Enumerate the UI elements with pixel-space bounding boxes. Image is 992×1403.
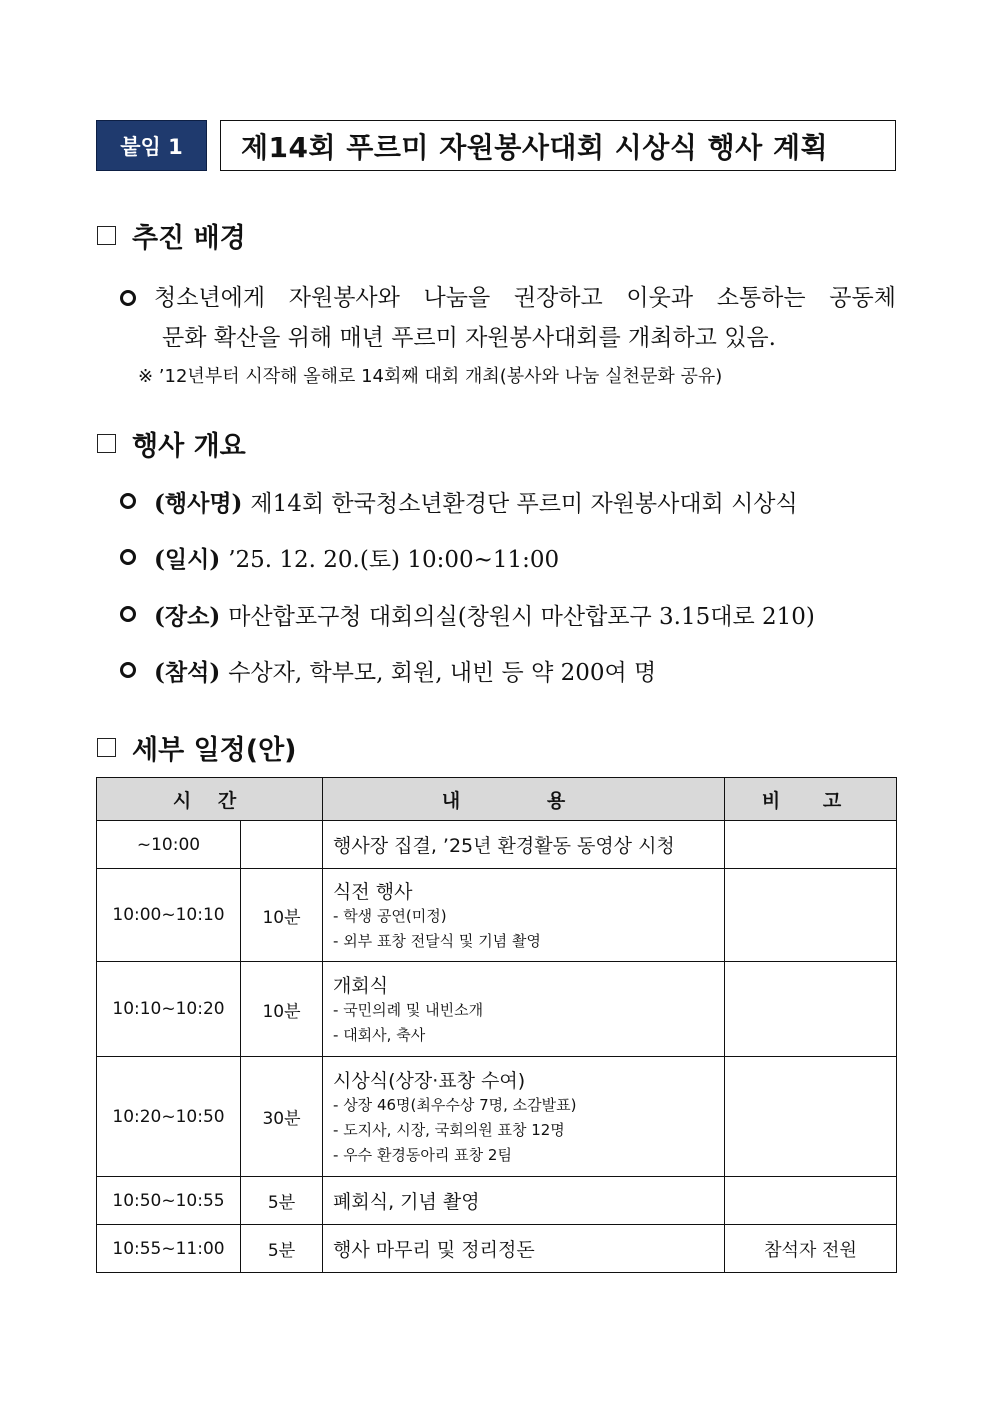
table-row xyxy=(97,962,897,1057)
section-title: 세부 일정(안) xyxy=(132,735,297,766)
row-time: 10:00~10:10 xyxy=(97,869,241,962)
row-sub: - 국민의례 및 내빈소개 xyxy=(333,1000,484,1019)
overview-item-attendees xyxy=(120,654,656,687)
row-main: 폐회식, 기념 촬영 xyxy=(333,1191,480,1213)
word: 청소년에게 xyxy=(154,285,266,311)
row-duration xyxy=(241,821,323,869)
row-duration: 5분 xyxy=(241,1225,323,1273)
background-note: ※ ’12년부터 시작해 올해로 14회째 대회 개최(봉사와 나눔 실천문화 공유) xyxy=(138,366,723,387)
table-row xyxy=(97,1177,897,1225)
row-note xyxy=(725,869,897,962)
table-row xyxy=(97,821,897,869)
row-duration: 30분 xyxy=(241,1057,323,1177)
table-row xyxy=(97,869,897,962)
overview-label: (일시) xyxy=(154,546,221,573)
row-content xyxy=(323,1177,725,1225)
row-content xyxy=(323,1057,725,1177)
circle-bullet-icon xyxy=(120,549,136,565)
row-note xyxy=(725,821,897,869)
header-content: 내 용 xyxy=(323,778,725,821)
row-time: 10:50~10:55 xyxy=(97,1177,241,1225)
document-title: 제14회 푸르미 자원봉사대회 시상식 행사 계획 xyxy=(220,120,896,171)
table-header-row xyxy=(97,778,897,821)
row-note xyxy=(725,962,897,1057)
square-bullet-icon xyxy=(97,738,116,757)
section-title: 행사 개요 xyxy=(132,431,246,462)
row-sub: - 우수 환경동아리 표창 2팀 xyxy=(333,1145,512,1164)
overview-item-date xyxy=(120,541,559,574)
word: 권장하고 xyxy=(513,285,603,311)
overview-value: 제14회 한국청소년환경단 푸르미 자원봉사대회 시상식 xyxy=(250,491,798,517)
row-main: 시상식(상장·표창 수여) xyxy=(333,1069,526,1092)
row-sub: - 도지사, 시장, 국회의원 표창 12명 xyxy=(333,1120,565,1139)
section-schedule-heading xyxy=(97,728,297,767)
overview-label: (장소) xyxy=(154,603,221,630)
row-main: 행사 마무리 및 정리정돈 xyxy=(333,1239,535,1261)
header-time: 시 간 xyxy=(97,778,323,821)
row-time: 10:10~10:20 xyxy=(97,962,241,1057)
overview-label: (행사명) xyxy=(154,490,243,517)
row-content xyxy=(323,821,725,869)
row-sub: - 상장 46명(최우수상 7명, 소감발표) xyxy=(333,1095,577,1114)
word: 자원봉사와 xyxy=(288,285,400,311)
circle-bullet-icon xyxy=(120,290,136,306)
square-bullet-icon xyxy=(97,434,116,453)
row-sub: - 대회사, 축사 xyxy=(333,1025,426,1044)
background-paragraph xyxy=(120,278,896,358)
row-main: 개회식 xyxy=(333,974,389,997)
row-content xyxy=(323,1225,725,1273)
section-background-heading xyxy=(97,216,246,255)
word: 공동체 xyxy=(829,285,896,311)
row-note xyxy=(725,1177,897,1225)
overview-item-place xyxy=(120,598,815,631)
background-line-2: 문화 확산을 위해 매년 푸르미 자원봉사대회를 개최하고 있음. xyxy=(162,325,776,351)
overview-label: (참석) xyxy=(154,659,221,686)
section-title: 추진 배경 xyxy=(132,223,246,254)
circle-bullet-icon xyxy=(120,493,136,509)
square-bullet-icon xyxy=(97,226,116,245)
circle-bullet-icon xyxy=(120,662,136,678)
overview-value: ’25. 12. 20.(토) 10:00~11:00 xyxy=(228,547,560,573)
word: 소통하는 xyxy=(716,285,806,311)
table-row xyxy=(97,1225,897,1273)
row-main: 식전 행사 xyxy=(333,880,413,903)
word: 나눔을 xyxy=(423,285,491,311)
row-time: 10:20~10:50 xyxy=(97,1057,241,1177)
row-main: 행사장 집결, ’25년 환경활동 동영상 시청 xyxy=(333,835,675,857)
row-sub: - 학생 공연(미정) xyxy=(333,906,447,925)
row-time: ~10:00 xyxy=(97,821,241,869)
row-duration: 10분 xyxy=(241,962,323,1057)
background-line-1 xyxy=(120,278,896,318)
document-header xyxy=(96,120,896,171)
row-duration: 5분 xyxy=(241,1177,323,1225)
header-note: 비 고 xyxy=(725,778,897,821)
row-duration: 10분 xyxy=(241,869,323,962)
row-content xyxy=(323,962,725,1057)
row-sub: - 외부 표창 전달식 및 기념 촬영 xyxy=(333,931,541,950)
circle-bullet-icon xyxy=(120,606,136,622)
overview-item-name xyxy=(120,485,798,518)
overview-value: 수상자, 학부모, 회원, 내빈 등 약 200여 명 xyxy=(228,660,657,686)
row-content xyxy=(323,869,725,962)
overview-value: 마산합포구청 대회의실(창원시 마산합포구 3.15대로 210) xyxy=(228,604,815,630)
word: 이웃과 xyxy=(626,285,694,311)
schedule-table xyxy=(96,777,897,1273)
section-overview-heading xyxy=(97,424,246,463)
attachment-badge: 붙임 1 xyxy=(96,120,207,171)
row-note: 참석자 전원 xyxy=(725,1225,897,1273)
row-time: 10:55~11:00 xyxy=(97,1225,241,1273)
row-note xyxy=(725,1057,897,1177)
table-row xyxy=(97,1057,897,1177)
